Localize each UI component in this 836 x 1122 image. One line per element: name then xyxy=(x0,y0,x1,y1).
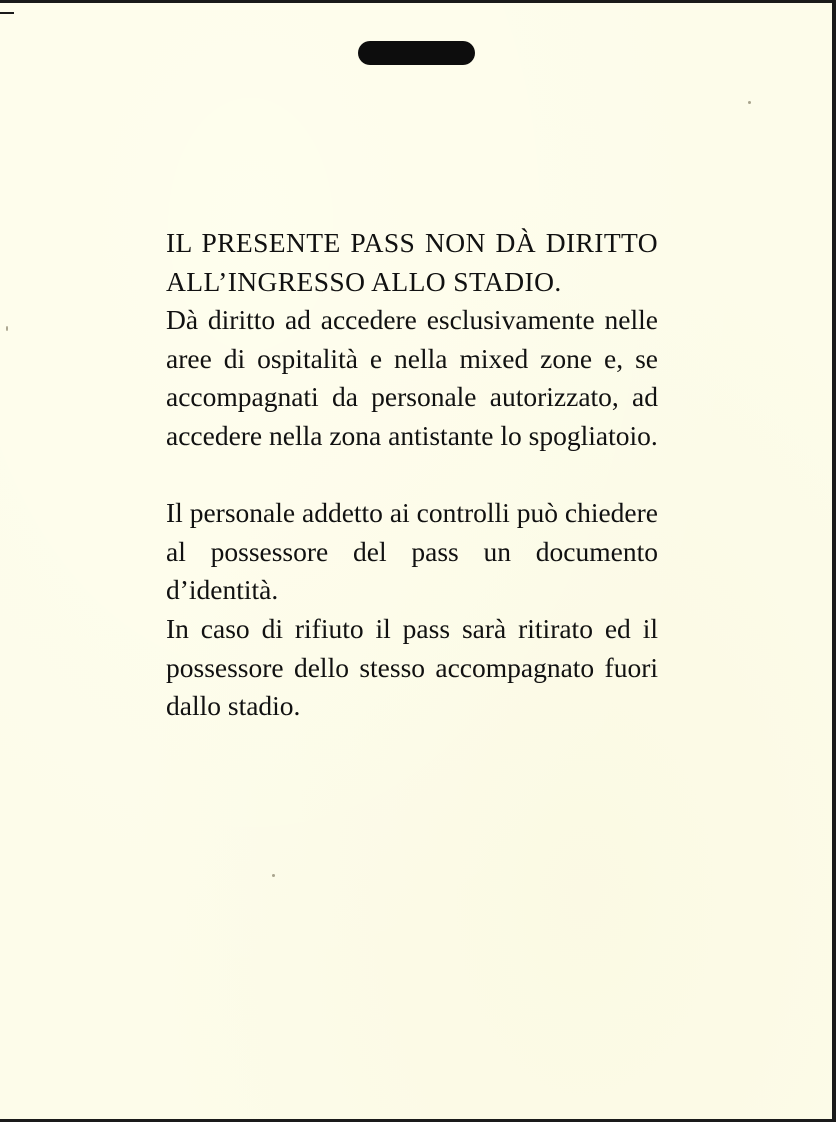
access-paragraph: Dà diritto ad accedere esclusivamente nelle aree di ospitalità e nella mixed zone e, se accompagnati da personale autorizzato, ad accedere nella zona antistante lo spogliatoio. xyxy=(166,304,658,451)
card-top-edge xyxy=(0,0,836,3)
paper-speck xyxy=(6,326,8,331)
paragraph-spacer xyxy=(166,456,658,495)
card-left-edge-mark xyxy=(0,12,14,14)
refusal-paragraph: In caso di rifiuto il pass sarà ritirato ed il possessore dello stesso accompagnato fuori dallo stadio. xyxy=(166,612,658,722)
warning-heading: IL PRESENTE PASS NON DÀ DIRITTO ALL’INGRESSO ALLO STADIO. xyxy=(166,227,658,297)
paper-speck xyxy=(272,874,275,877)
pass-conditions-text xyxy=(166,224,658,726)
lanyard-slot xyxy=(358,41,475,65)
paper-speck xyxy=(748,101,751,104)
card-right-edge xyxy=(832,0,836,1122)
id-check-paragraph: Il personale addetto ai controlli può chiedere al possessore del pass un documento d’identità. xyxy=(166,497,658,606)
